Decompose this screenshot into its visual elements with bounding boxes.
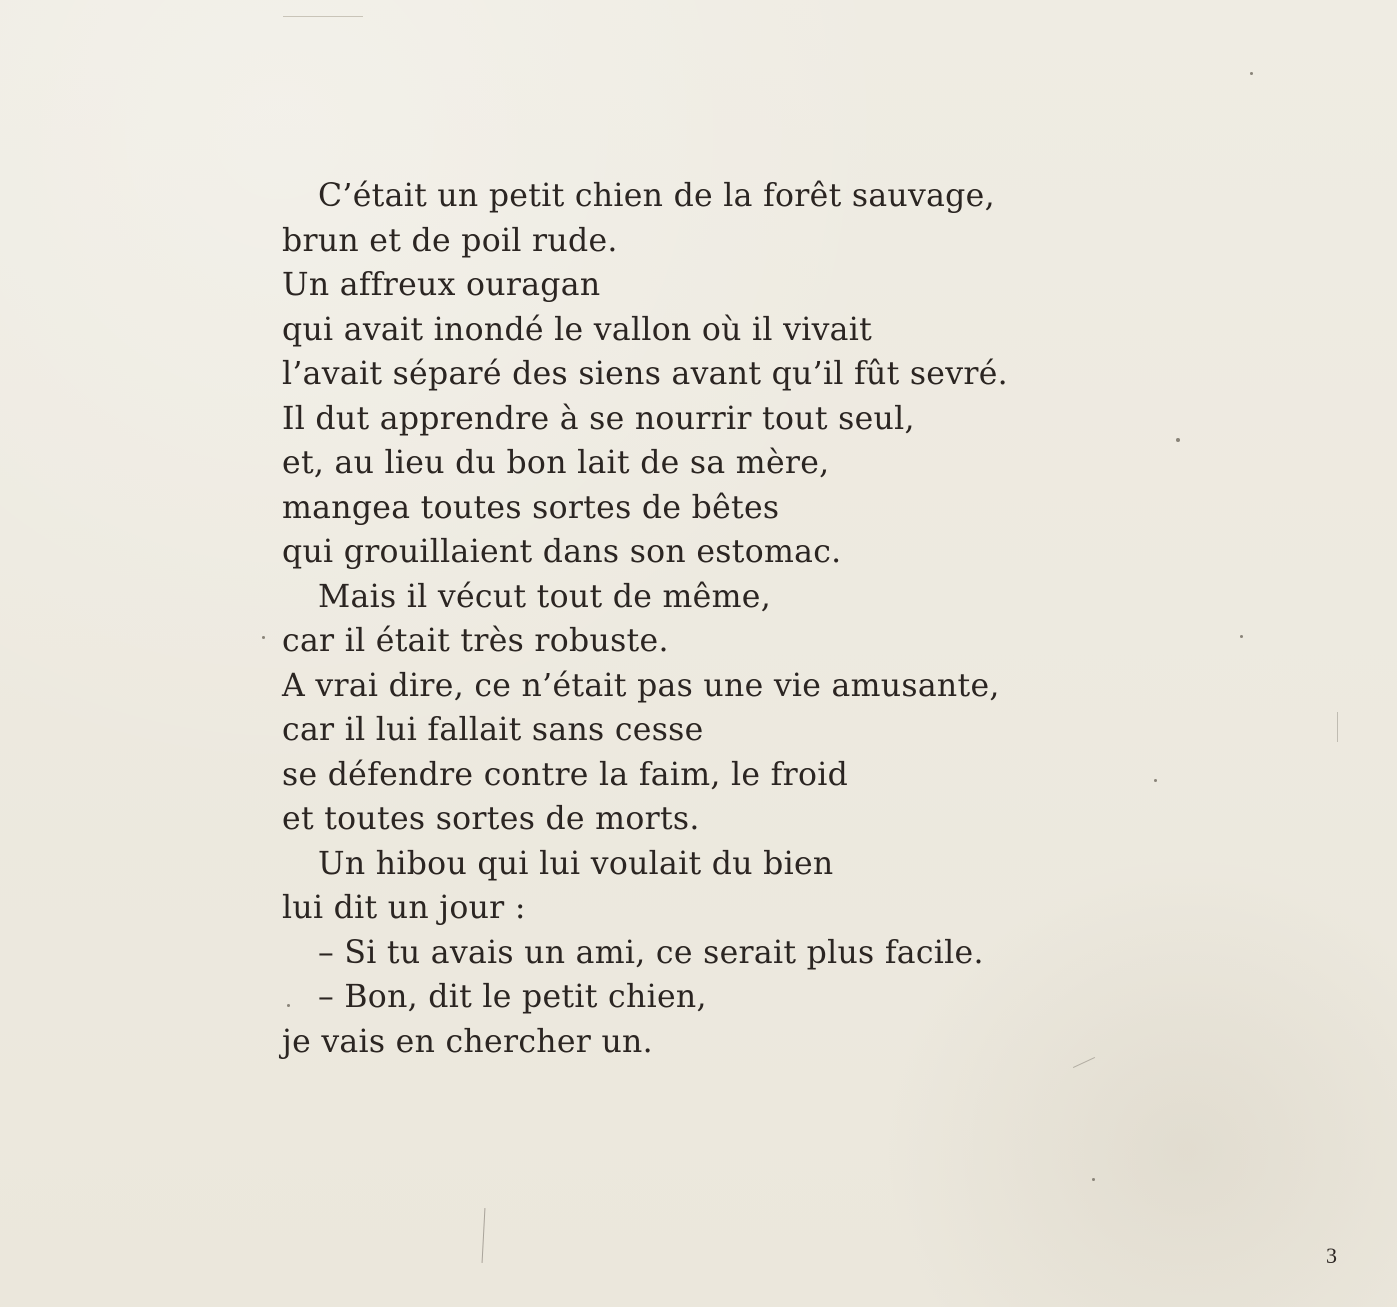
text-line: je vais en chercher un. [282,1023,653,1060]
text-line: qui avait inondé le vallon où il vivait [282,311,873,348]
text-line: Il dut apprendre à se nourrir tout seul, [282,400,915,437]
paper-speck [1176,438,1180,442]
page-number: 3 [1326,1243,1337,1268]
text-line: et toutes sortes de morts. [282,801,700,837]
paper-scratch [1337,712,1338,742]
paper-speck [287,1004,290,1007]
top-rule [283,16,363,17]
text-line: – Si tu avais un ami, ce serait plus facile. [318,934,984,971]
paper-speck [1240,635,1243,638]
paper-speck [262,636,265,639]
paper-speck [1092,1178,1095,1181]
text-line: Un hibou qui lui voulait du bien [318,845,834,882]
text-line: mangea toutes sortes de bêtes [282,489,780,526]
text-line: et, au lieu du bon lait de sa mère, [282,445,830,481]
text-line: – Bon, dit le petit chien, [318,979,707,1015]
text-line: qui grouillaient dans son estomac. [282,534,842,570]
text-line: Mais il vécut tout de même, [318,578,772,615]
paper-scratch [482,1208,486,1263]
paper-speck [1154,779,1157,782]
text-line: brun et de poil rude. [282,222,618,259]
text-line: C’était un petit chien de la forêt sauvage, [318,178,995,214]
text-line: Un affreux ouragan [282,267,601,303]
text-line: l’avait séparé des siens avant qu’il fût sevré. [282,356,1008,392]
paper-speck [1250,72,1253,75]
text-line: A vrai dire, ce n’était pas une vie amusante, [282,667,1000,704]
text-line: car il était très robuste. [282,623,669,659]
story-text [282,174,1082,1064]
text-line: se défendre contre la faim, le froid [282,756,849,793]
text-line: lui dit un jour : [282,890,526,926]
text-line: car il lui fallait sans cesse [282,712,704,748]
